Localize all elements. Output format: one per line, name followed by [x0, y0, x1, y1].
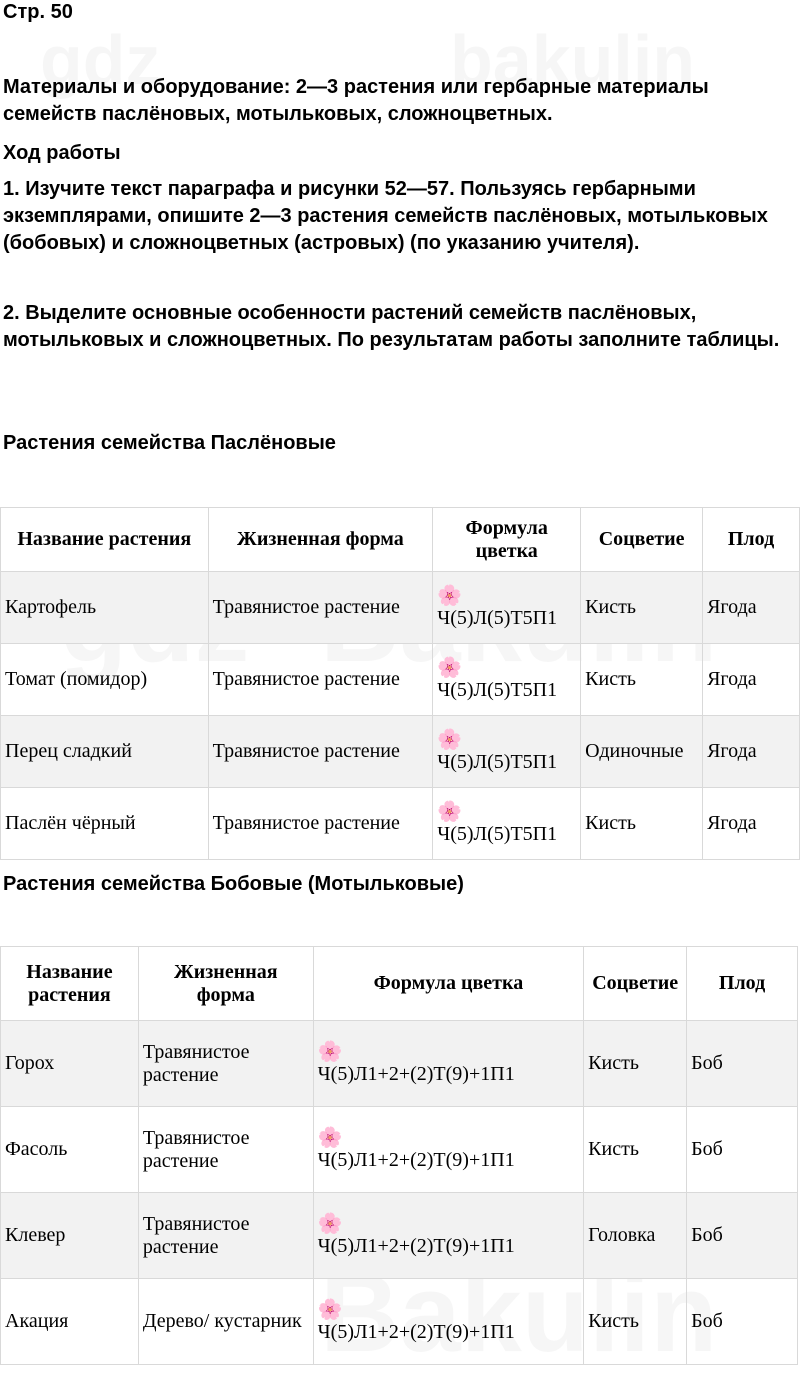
inflorescence: Одиночные: [581, 716, 703, 788]
fruit: Боб: [687, 1193, 798, 1279]
fruit: Ягода: [703, 788, 800, 860]
fruit: Боб: [687, 1279, 798, 1365]
inflorescence: Кисть: [581, 644, 703, 716]
table-row: [1, 1193, 798, 1279]
inflorescence: Кисть: [584, 1107, 687, 1193]
fruit: Ягода: [703, 716, 800, 788]
fruit: Ягода: [703, 644, 800, 716]
plant-name: Паслён чёрный: [1, 788, 209, 860]
life-form: Травянистое растение: [208, 788, 433, 860]
table2-title: Растения семейства Бобовые (Мотыльковые): [3, 873, 464, 895]
table-row: [1, 644, 800, 716]
table-header-row: [1, 947, 798, 1021]
flower-icon: 🌸: [317, 1299, 343, 1321]
header-cell: Формула цветка: [313, 947, 584, 1021]
fruit: Боб: [687, 1107, 798, 1193]
table-solanaceae: [0, 507, 800, 860]
header-cell: Формула цветка: [433, 508, 581, 572]
inflorescence: Кисть: [581, 788, 703, 860]
table-row: [1, 1021, 798, 1107]
inflorescence: Кисть: [584, 1279, 687, 1365]
flower-formula-cell: [313, 1107, 584, 1193]
plant-name: Клевер: [1, 1193, 139, 1279]
header-cell: Соцветие: [581, 508, 703, 572]
flower-formula: Ч(5)Л1+2+(2)Т(9)+1П1: [317, 1321, 515, 1343]
fruit: Ягода: [703, 572, 800, 644]
life-form: Травянистое растение: [138, 1021, 313, 1107]
header-cell: Жизненная форма: [138, 947, 313, 1021]
step-1-text: 1. Изучите текст параграфа и рисунки 52—57. Пользуясь гербарными экземплярами, опишите 2—3 растения семейств паслёновых, мотыльковых (бобовых) и сложноцветных (астровых) (по указанию учителя).: [3, 178, 768, 254]
table-row: [1, 572, 800, 644]
page-number: Стр. 50: [3, 1, 73, 23]
table-fabaceae: [0, 946, 798, 1365]
flower-formula-cell: [433, 572, 581, 644]
flower-icon: 🌸: [437, 657, 463, 679]
plant-name: Перец сладкий: [1, 716, 209, 788]
inflorescence: Кисть: [584, 1021, 687, 1107]
flower-icon: 🌸: [437, 585, 463, 607]
header-cell: Жизненная форма: [208, 508, 433, 572]
flower-formula: Ч(5)Л(5)Т5П1: [437, 607, 558, 629]
flower-formula: Ч(5)Л1+2+(2)Т(9)+1П1: [317, 1149, 515, 1171]
life-form: Травянистое растение: [138, 1193, 313, 1279]
plant-name: Томат (помидор): [1, 644, 209, 716]
plant-name: Фасоль: [1, 1107, 139, 1193]
header-cell: Плод: [687, 947, 798, 1021]
flower-formula-cell: [433, 788, 581, 860]
table1-title: Растения семейства Паслёновые: [3, 432, 336, 454]
flower-formula: Ч(5)Л1+2+(2)Т(9)+1П1: [317, 1063, 515, 1085]
materials-text: Материалы и оборудование: 2—3 растения или гербарные материалы семейств паслёновых, мотыльковых, сложноцветных.: [3, 76, 709, 125]
flower-formula: Ч(5)Л(5)Т5П1: [437, 679, 558, 701]
flower-formula-cell: [313, 1279, 584, 1365]
life-form: Дерево/ кустарник: [138, 1279, 313, 1365]
table-row: [1, 788, 800, 860]
procedure-heading: Ход работы: [3, 142, 121, 164]
flower-icon: 🌸: [317, 1127, 343, 1149]
step-2-text: 2. Выделите основные особенности растений семейств паслёновых, мотыльковых и сложноцветных. По результатам работы заполните таблицы.: [3, 302, 780, 351]
inflorescence: Кисть: [581, 572, 703, 644]
flower-formula-cell: [433, 644, 581, 716]
fruit: Боб: [687, 1021, 798, 1107]
life-form: Травянистое растение: [208, 644, 433, 716]
inflorescence: Головка: [584, 1193, 687, 1279]
flower-icon: 🌸: [437, 801, 463, 823]
flower-formula: Ч(5)Л(5)Т5П1: [437, 751, 558, 773]
flower-formula: Ч(5)Л(5)Т5П1: [437, 823, 558, 845]
life-form: Травянистое растение: [208, 572, 433, 644]
table-row: [1, 1107, 798, 1193]
header-cell: Название растения: [1, 947, 139, 1021]
flower-formula: Ч(5)Л1+2+(2)Т(9)+1П1: [317, 1235, 515, 1257]
life-form: Травянистое растение: [138, 1107, 313, 1193]
header-cell: Соцветие: [584, 947, 687, 1021]
flower-formula-cell: [313, 1193, 584, 1279]
plant-name: Картофель: [1, 572, 209, 644]
header-cell: Название растения: [1, 508, 209, 572]
plant-name: Горох: [1, 1021, 139, 1107]
table-row: [1, 716, 800, 788]
plant-name: Акация: [1, 1279, 139, 1365]
flower-icon: 🌸: [317, 1213, 343, 1235]
life-form: Травянистое растение: [208, 716, 433, 788]
flower-formula-cell: [433, 716, 581, 788]
table-header-row: [1, 508, 800, 572]
flower-formula-cell: [313, 1021, 584, 1107]
flower-icon: 🌸: [317, 1041, 343, 1063]
table-row: [1, 1279, 798, 1365]
header-cell: Плод: [703, 508, 800, 572]
flower-icon: 🌸: [437, 729, 463, 751]
